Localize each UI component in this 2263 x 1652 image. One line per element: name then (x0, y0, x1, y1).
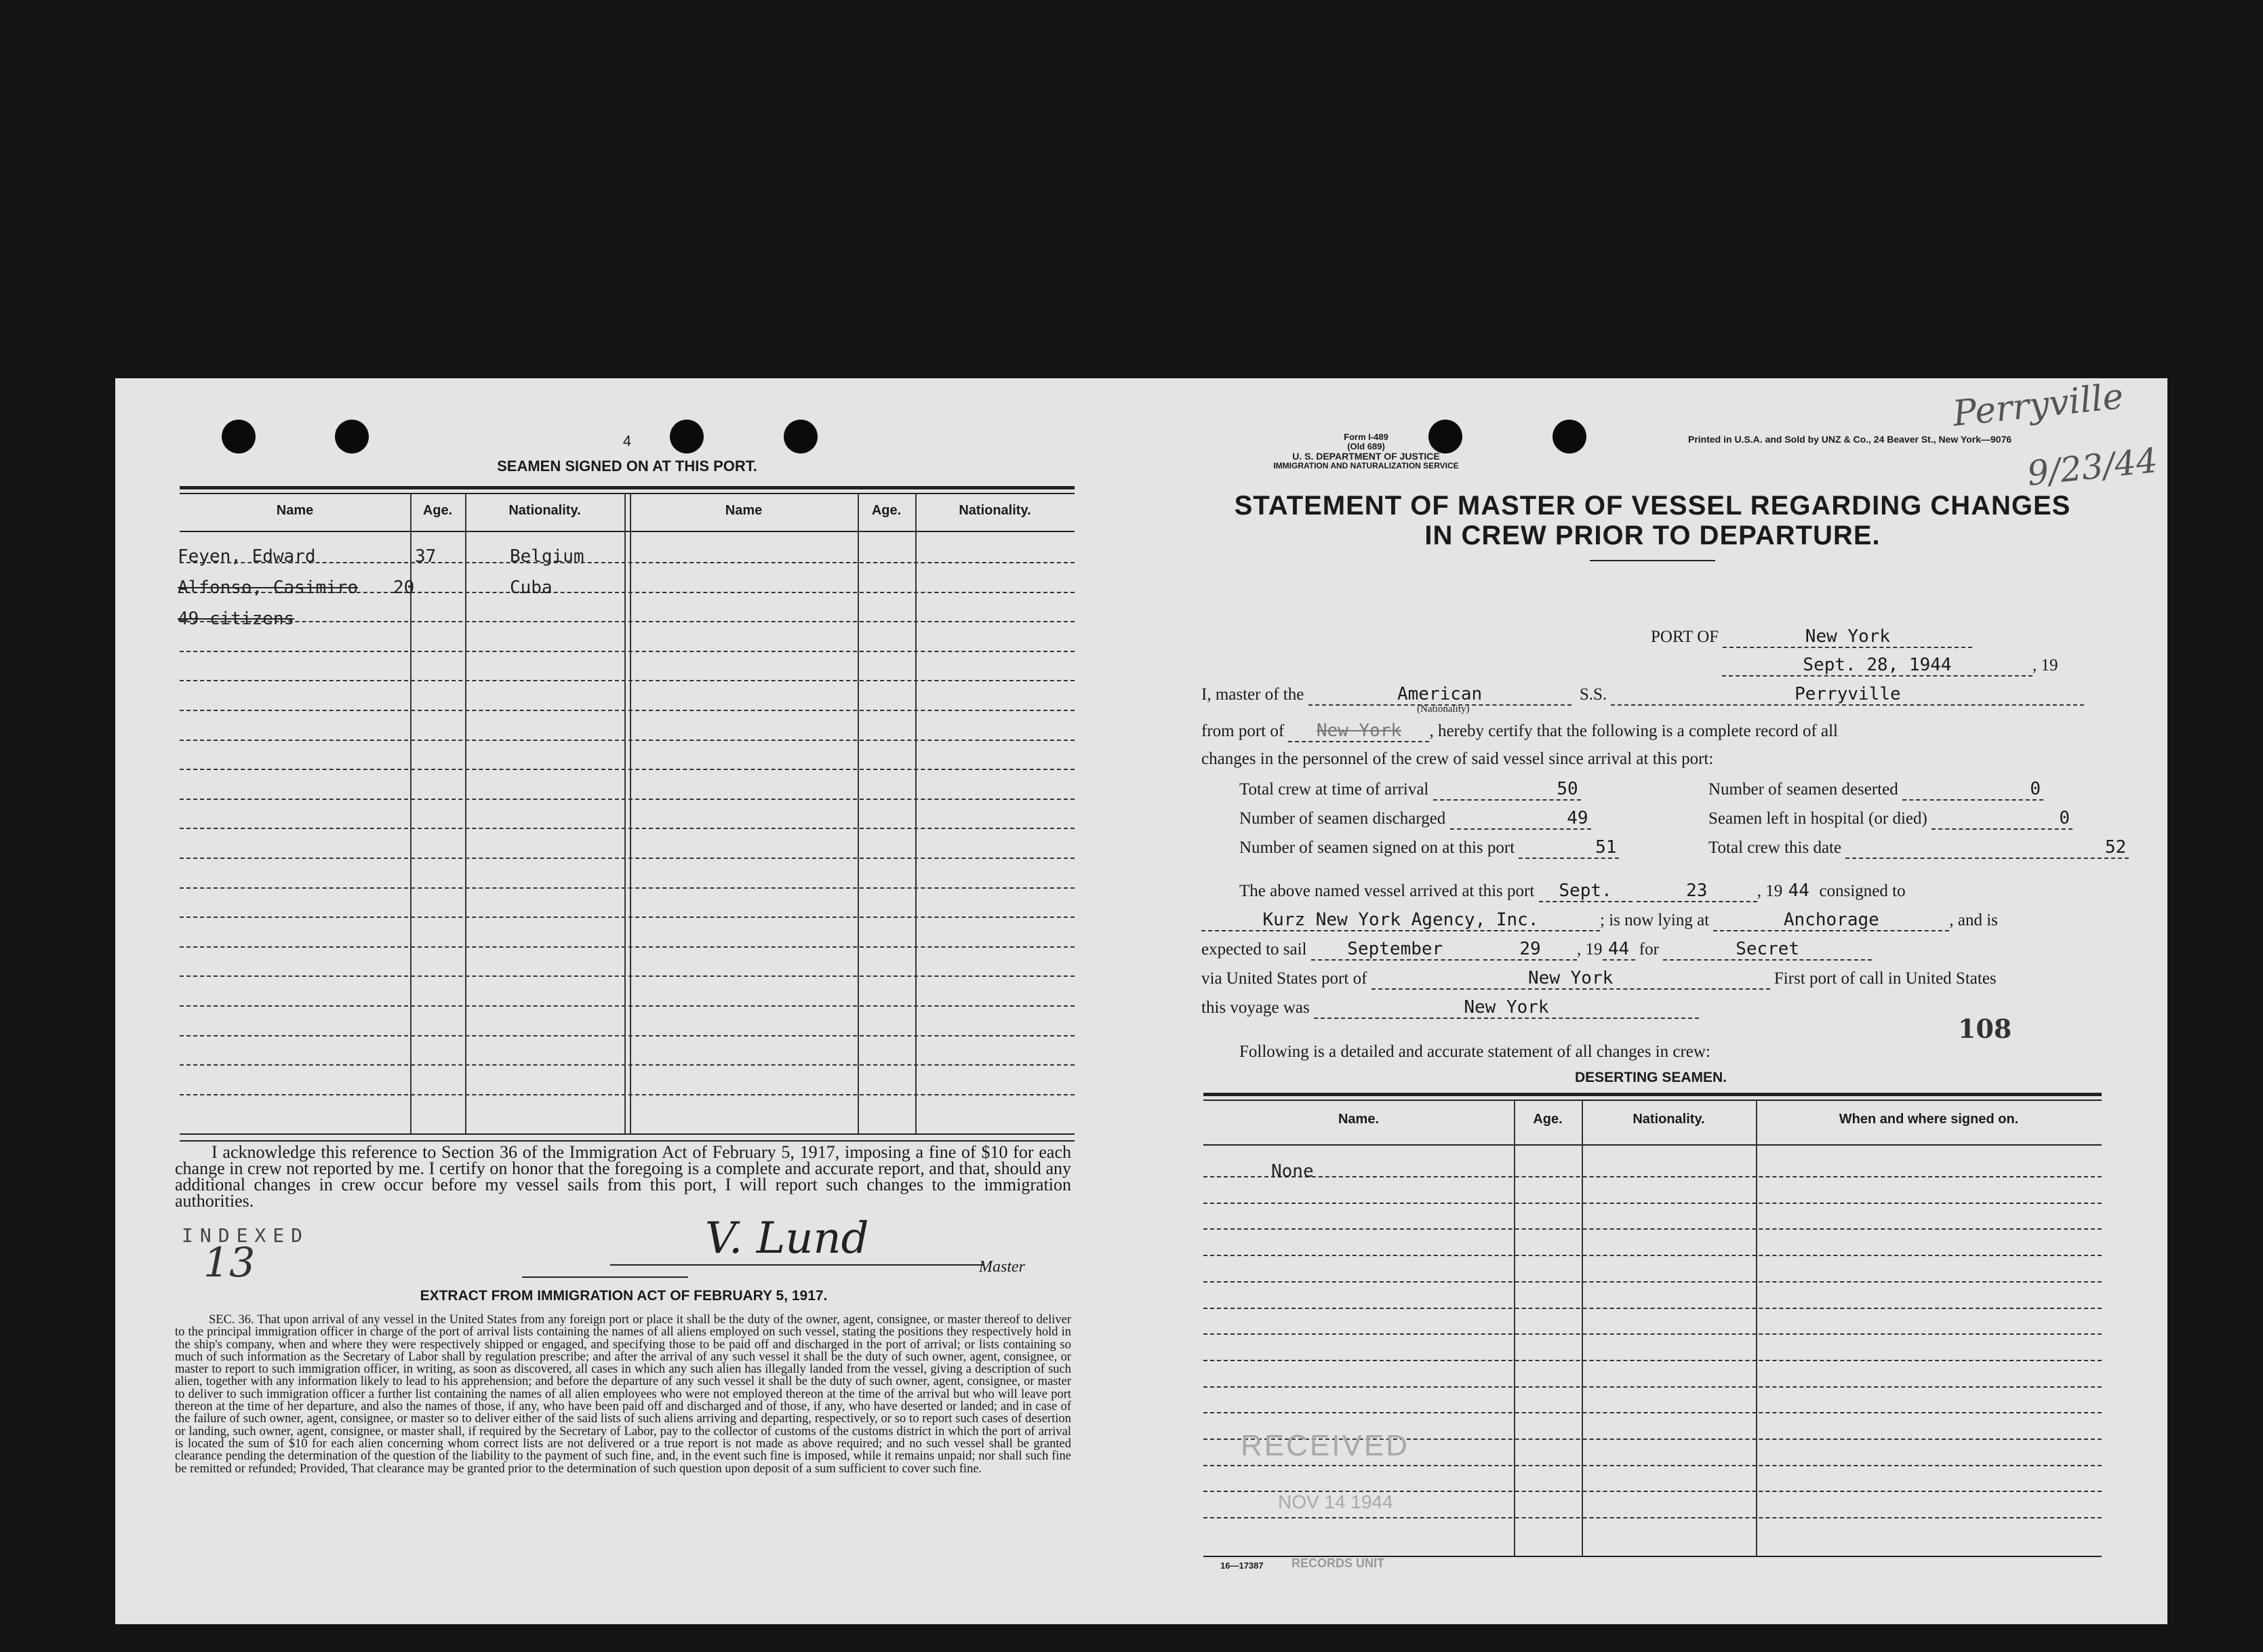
port-of-value: New York (1723, 626, 1972, 648)
records-unit-stamp: RECORDS UNIT (1291, 1556, 1385, 1570)
stat-label: Number of seamen discharged (1239, 809, 1446, 828)
table-bottom-rule (180, 1133, 1075, 1135)
column-divider (465, 493, 466, 1133)
form-number-block (1220, 432, 1512, 470)
voyage-port: New York (1314, 997, 1699, 1019)
stat-value: 50 (1433, 779, 1581, 801)
date-value: Sept. 28, 1944 (1722, 655, 2032, 677)
desert-table-top-rule (1203, 1093, 2102, 1096)
ruled-row-line (1203, 1203, 2102, 1204)
form-number: Form I-489 (1344, 432, 1388, 442)
footer-code: 16—17387 (1220, 1560, 1264, 1571)
stamp-number: 108 (1958, 1013, 2012, 1044)
ruled-row-line (180, 621, 1075, 622)
master-of-label: I, master of the (1201, 685, 1304, 704)
table-bottom-rule-inner (180, 1140, 1075, 1142)
ruled-row-line (1203, 1281, 2102, 1283)
ruled-row-line (180, 710, 1075, 711)
ruled-row-line (1203, 1386, 2102, 1388)
date-suffix: , 19 (2032, 656, 2058, 674)
ruled-row-line (180, 1005, 1075, 1007)
ruled-row-line (180, 946, 1075, 948)
ruled-row-line (180, 680, 1075, 681)
ruled-row-line (180, 1094, 1075, 1095)
punch-hole (222, 420, 256, 454)
certify-text: , hereby certify that the following is a complete record of all (1429, 722, 1839, 740)
consignee-value: Kurz New York Agency, Inc. (1201, 910, 1600, 931)
sail-year-prefix: , 19 (1577, 940, 1603, 959)
desert-table-top-rule-inner (1203, 1100, 2102, 1101)
desert-column-divider (1756, 1100, 1757, 1556)
voyage-label: this voyage was (1201, 999, 1310, 1017)
ruled-row-line (180, 769, 1075, 770)
column-header-age-2: Age. (871, 503, 902, 518)
stat-value: 0 (1931, 808, 2072, 830)
table-top-rule-inner (180, 493, 1075, 494)
margin-note-vessel: Perryville (1950, 376, 2126, 435)
signed-on-heading: SEAMEN SIGNED ON AT THIS PORT. (497, 458, 757, 475)
arrived-month: Sept. (1539, 881, 1633, 902)
table-row-age: 20 (393, 578, 415, 598)
changes-line: changes in the personnel of the crew of said vessel since arrival at this port: (1201, 750, 1714, 768)
column-header-nationality-2: Nationality. (959, 503, 1031, 518)
index-number: 13 (203, 1239, 256, 1287)
ruled-row-line (1203, 1255, 2102, 1256)
destination: Secret (1663, 939, 1872, 961)
arrived-year: 44 (1788, 881, 1809, 901)
first-port-label: First port of call in United States (1774, 969, 1997, 988)
ruled-row-line (180, 887, 1075, 889)
extract-text: SEC. 36. That upon arrival of any vessel in the United States from any foreign port or place it shall be the duty of the owner, agent, consignee, or master thereof to deliver to the principal immigration officer in charge of the port of arrival lists containing the names of all aliens employed on such vessel, stating the positions they respectively hold in the ship's company, when and where they were respectively shipped or engaged, and specifying those to be paid off and discharged in the port of arrival; or lists containing so much of such information as the Secretary of Labor shall by regulation prescribe; and after the arrival of any such vessel it shall be the duty of such owner, agent, consignee, or master to report to such immigration officer, in writing, as soon as discovered, all cases in which any such alien has illegally landed from the vessel, giving a description of such alien, together with any information likely to lead to his apprehension; and before the departure of any such vessel it shall be the duty of such owner, agent, consignee, or master to deliver to such immigration officer a further list containing the names of all alien employees who were not employed thereon at the time of the arrival but who will leave port thereon at the time of her departure, and also the names of those, if any, who have been paid off and discharged and of those, if any, who have deserted or landed; and in case of the failure of such owner, agent, consignee, or master so to deliver either of the said lists of such aliens arriving and departing, respectively, or so to report such cases of desertion or landing, such owner, agent, consignee, or master shall, if required by the Secretary of Labor, pay to the collector of customs of the customs district in which the port of arrival is located the sum of $10 for each alien concerning whom correct lists are not delivered or a true report is not made as above required; and no such vessel shall be granted clearance pending the determination of the question of the liability to the payment of such fine, and, in the event such fine is imposed, while it remains unpaid; nor shall such fine be remitted or refunded; Provided, That clearance may be granted prior to the determination of such question upon deposit of a sum sufficient to cover such fine. (175, 1313, 1071, 1476)
punch-hole (1553, 420, 1586, 454)
department-name: U. S. DEPARTMENT OF JUSTICE (1292, 451, 1440, 462)
ruled-row-line (1203, 1465, 2102, 1466)
desert-table-header-rule (1203, 1144, 2102, 1146)
ruled-row-line (180, 651, 1075, 652)
stat-label: Total crew this date (1708, 839, 1842, 857)
via-line (1201, 968, 1997, 990)
form-title-line-1: STATEMENT OF MASTER OF VESSEL REGARDING CHANGES (1234, 491, 2071, 521)
received-stamp: RECEIVED (1241, 1429, 1409, 1462)
expected-line (1201, 939, 1872, 961)
ruled-row-line (1203, 1360, 2102, 1361)
printer-line: Printed in U.S.A. and Sold by UNZ & Co., 24 Beaver St., New York—9076 (1688, 434, 2012, 445)
desert-header-nationality: Nationality. (1633, 1112, 1705, 1127)
sail-year: 44 (1603, 939, 1635, 961)
ruled-row-line (1203, 1333, 2102, 1335)
ruled-row-line (180, 1064, 1075, 1066)
via-port: New York (1371, 968, 1770, 990)
port-of-label: PORT OF (1651, 628, 1719, 646)
column-header-name: Name (276, 503, 314, 518)
ruled-row-line (1203, 1228, 2102, 1230)
via-label: via United States port of (1201, 969, 1367, 988)
stat-deserted (1708, 779, 2043, 801)
from-port-label: from port of (1201, 722, 1285, 740)
ruled-row-line (180, 799, 1075, 800)
desert-entry-none: None (1271, 1161, 1314, 1182)
form-old-number: (Old 689) (1347, 441, 1385, 451)
desert-header-age: Age. (1533, 1112, 1563, 1127)
acknowledgment-text: I acknowledge this reference to Section 36 of the Immigration Act of February 5, 1917, imposing a fine of $10 for each change in crew not reported by me. I certify on honor that the foregoing is a complete and accurate report, and that, should any additional changes in crew occur before my vessel sails from this port, I will report such changes to the immigration authorities. (175, 1142, 1071, 1211)
sail-month: September (1311, 939, 1479, 961)
ruled-row-line (1203, 1412, 2102, 1413)
stat-label: Number of seamen signed on at this port (1239, 839, 1515, 857)
lying-at-value: Anchorage (1713, 910, 1949, 931)
ruled-row-line (180, 740, 1075, 741)
margin-note-date: 9/23/44 (2025, 441, 2160, 493)
and-is-label: , and is (1949, 911, 1998, 929)
port-of-line (1651, 626, 1972, 648)
ruled-row-line (1203, 1308, 2102, 1309)
master-of-line (1201, 684, 2084, 706)
arrived-day: 23 (1637, 881, 1757, 902)
desert-header-name: Name. (1338, 1112, 1380, 1127)
ruled-row-line (180, 975, 1075, 977)
arrived-label: The above named vessel arrived at this port (1239, 882, 1535, 900)
expected-label: expected to sail (1201, 940, 1307, 959)
stat-value: 51 (1519, 837, 1619, 859)
stat-signed-on (1239, 837, 1619, 859)
signature-line (610, 1264, 983, 1266)
stat-value: 49 (1450, 808, 1591, 830)
consigned-label: consigned to (1819, 882, 1906, 900)
stat-hospital (1708, 808, 2072, 830)
ruled-row-line (180, 858, 1075, 859)
stat-total-crew-arrival (1239, 779, 1581, 801)
lying-label: ; is now lying at (1600, 911, 1710, 929)
vessel-nationality: American (1308, 684, 1571, 706)
stat-total-crew (1708, 837, 2129, 859)
from-port-line (1201, 721, 1838, 742)
column-divider (624, 493, 626, 1133)
punch-hole (784, 420, 818, 454)
stat-value: 0 (1902, 779, 2043, 801)
table-row-name: 49 citizens (178, 609, 295, 629)
page-number: 4 (622, 432, 632, 449)
master-label: Master (979, 1258, 1025, 1276)
for-label: for (1639, 940, 1659, 959)
vessel-name: Perryville (1611, 684, 2084, 706)
table-row-nationality: Cuba (510, 578, 553, 598)
indexed-stamp: INDEXED (182, 1224, 310, 1247)
master-signature: V. Lund (705, 1213, 869, 1264)
service-name: IMMIGRATION AND NATURALIZATION SERVICE (1273, 461, 1459, 470)
from-port-value: New York (1288, 721, 1429, 742)
column-header-age: Age. (422, 503, 453, 518)
stat-label: Number of seamen deserted (1708, 780, 1898, 799)
ruled-row-line (180, 1035, 1075, 1036)
column-header-nationality: Nationality. (508, 503, 581, 518)
stat-label: Seamen left in hospital (or died) (1708, 809, 1927, 828)
punch-hole (335, 420, 369, 454)
column-divider (915, 493, 917, 1133)
desert-column-divider (1514, 1100, 1515, 1556)
sail-day: 29 (1483, 939, 1577, 961)
title-underline (1590, 560, 1715, 561)
column-header-name-2: Name (725, 503, 763, 518)
stat-label: Total crew at time of arrival (1239, 780, 1429, 799)
extract-rule (522, 1276, 688, 1278)
table-top-rule (180, 486, 1075, 489)
ruled-row-line (180, 916, 1075, 918)
deserting-seamen-heading: DESERTING SEAMEN. (1574, 1070, 1727, 1085)
table-row-name: Alfonso, Casimiro (178, 578, 359, 598)
stat-discharged (1239, 808, 1591, 830)
table-row-age: 37 (415, 546, 437, 567)
arrived-year-prefix: , 19 (1757, 882, 1783, 900)
date-line (1722, 655, 2058, 677)
punch-hole (670, 420, 704, 454)
voyage-line (1201, 997, 1699, 1019)
following-text: Following is a detailed and accurate statement of all changes in crew: (1239, 1043, 1710, 1061)
arrival-line (1239, 881, 1906, 902)
consignee-line (1201, 910, 1998, 931)
table-row-name: Feyen, Edward (178, 546, 316, 567)
column-divider (858, 493, 859, 1133)
received-date-stamp: NOV 14 1944 (1278, 1491, 1393, 1512)
nationality-caption: (Nationality) (1417, 704, 1470, 714)
extract-heading: EXTRACT FROM IMMIGRATION ACT OF FEBRUARY 5, 1917. (420, 1288, 828, 1304)
column-divider (630, 493, 631, 1133)
ruled-row-line (180, 828, 1075, 829)
ruled-row-line (1203, 1517, 2102, 1518)
desert-column-divider (1582, 1100, 1583, 1556)
ruled-row-line (1203, 1176, 2102, 1177)
table-header-rule (180, 531, 1075, 532)
desert-header-signed-on: When and where signed on. (1839, 1112, 2019, 1127)
stat-value: 52 (1845, 837, 2129, 859)
form-title-line-2: IN CREW PRIOR TO DEPARTURE. (1424, 521, 1881, 550)
ss-label: S.S. (1579, 685, 1607, 704)
table-row-nationality: Belgium (510, 546, 584, 567)
